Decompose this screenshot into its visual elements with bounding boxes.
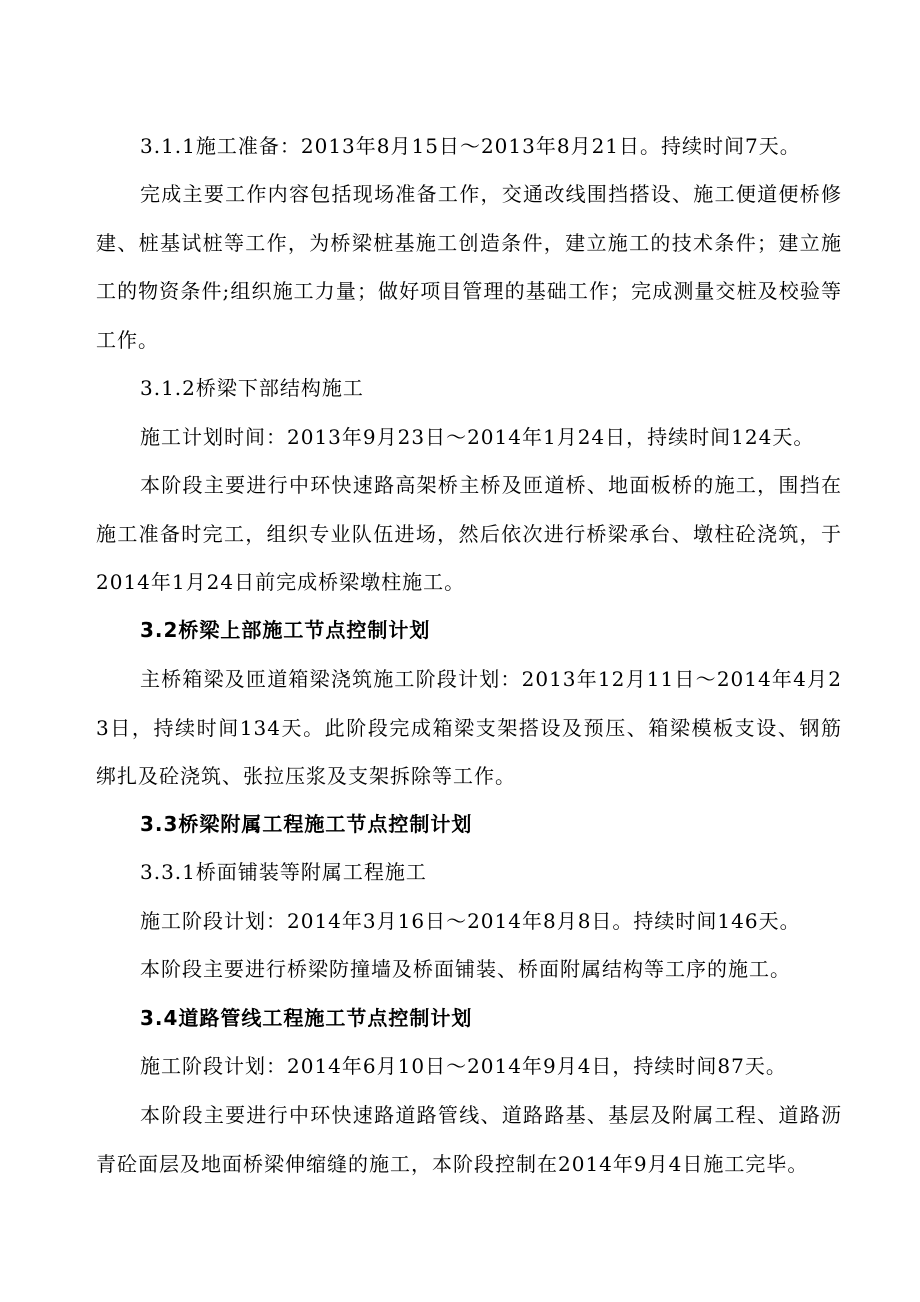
section-3-1-1-body: 完成主要工作内容包括现场准备工作，交通改线围挡搭设、施工便道便桥修建、桩基试桩等工作，为桥梁桩基施工创造条件，建立施工的技术条件；建立施工的物资条件;组织施工力量；做好项目管理的基础工作；完成测量交桩及校验等工作。 [96,182,842,352]
section-3-3-title: 3.3桥梁附属工程施工节点控制计划 [140,812,473,836]
section-3-3-1-body: 本阶段主要进行桥梁防撞墙及桥面铺装、桥面附属结构等工序的施工。 [140,957,791,981]
section-3-4-title: 3.4道路管线工程施工节点控制计划 [140,1006,473,1030]
section-3-2-body: 主桥箱梁及匝道箱梁浇筑施工阶段计划：2013年12月11日～2014年4月23日，持续时间134天。此阶段完成箱梁支架搭设及预压、箱梁模板支设、钢筋绑扎及砼浇筑、张拉压浆及支架拆除等工作。 [96,667,842,788]
section-3-1-2-title: 3.1.2桥梁下部结构施工 [140,376,364,400]
section-3-1-2-body: 本阶段主要进行中环快速路高架桥主桥及匝道桥、地面板桥的施工，围挡在施工准备时完工，组织专业队伍进场，然后依次进行桥梁承台、墩柱砼浇筑，于2014年1月24日前完成桥梁墩柱施工。 [96,473,842,594]
section-3-4-time: 施工阶段计划：2014年6月10日～2014年9月4日，持续时间87天。 [140,1054,787,1078]
section-3-1-1-line: 3.1.1施工准备：2013年8月15日～2013年8月21日。持续时间7天。 [140,134,801,158]
section-3-4-body: 本阶段主要进行中环快速路道路管线、道路路基、基层及附属工程、道路沥青砼面层及地面桥梁伸缩缝的施工，本阶段控制在2014年9月4日施工完毕。 [96,1103,842,1176]
section-3-3-1-time: 施工阶段计划：2014年3月16日～2014年8月8日。持续时间146天。 [140,909,801,933]
section-3-3-1-title: 3.3.1桥面铺装等附属工程施工 [140,860,427,884]
section-3-1-2-time: 施工计划时间：2013年9月23日～2014年1月24日，持续时间124天。 [140,425,815,449]
section-3-2-title: 3.2桥梁上部施工节点控制计划 [140,618,431,642]
